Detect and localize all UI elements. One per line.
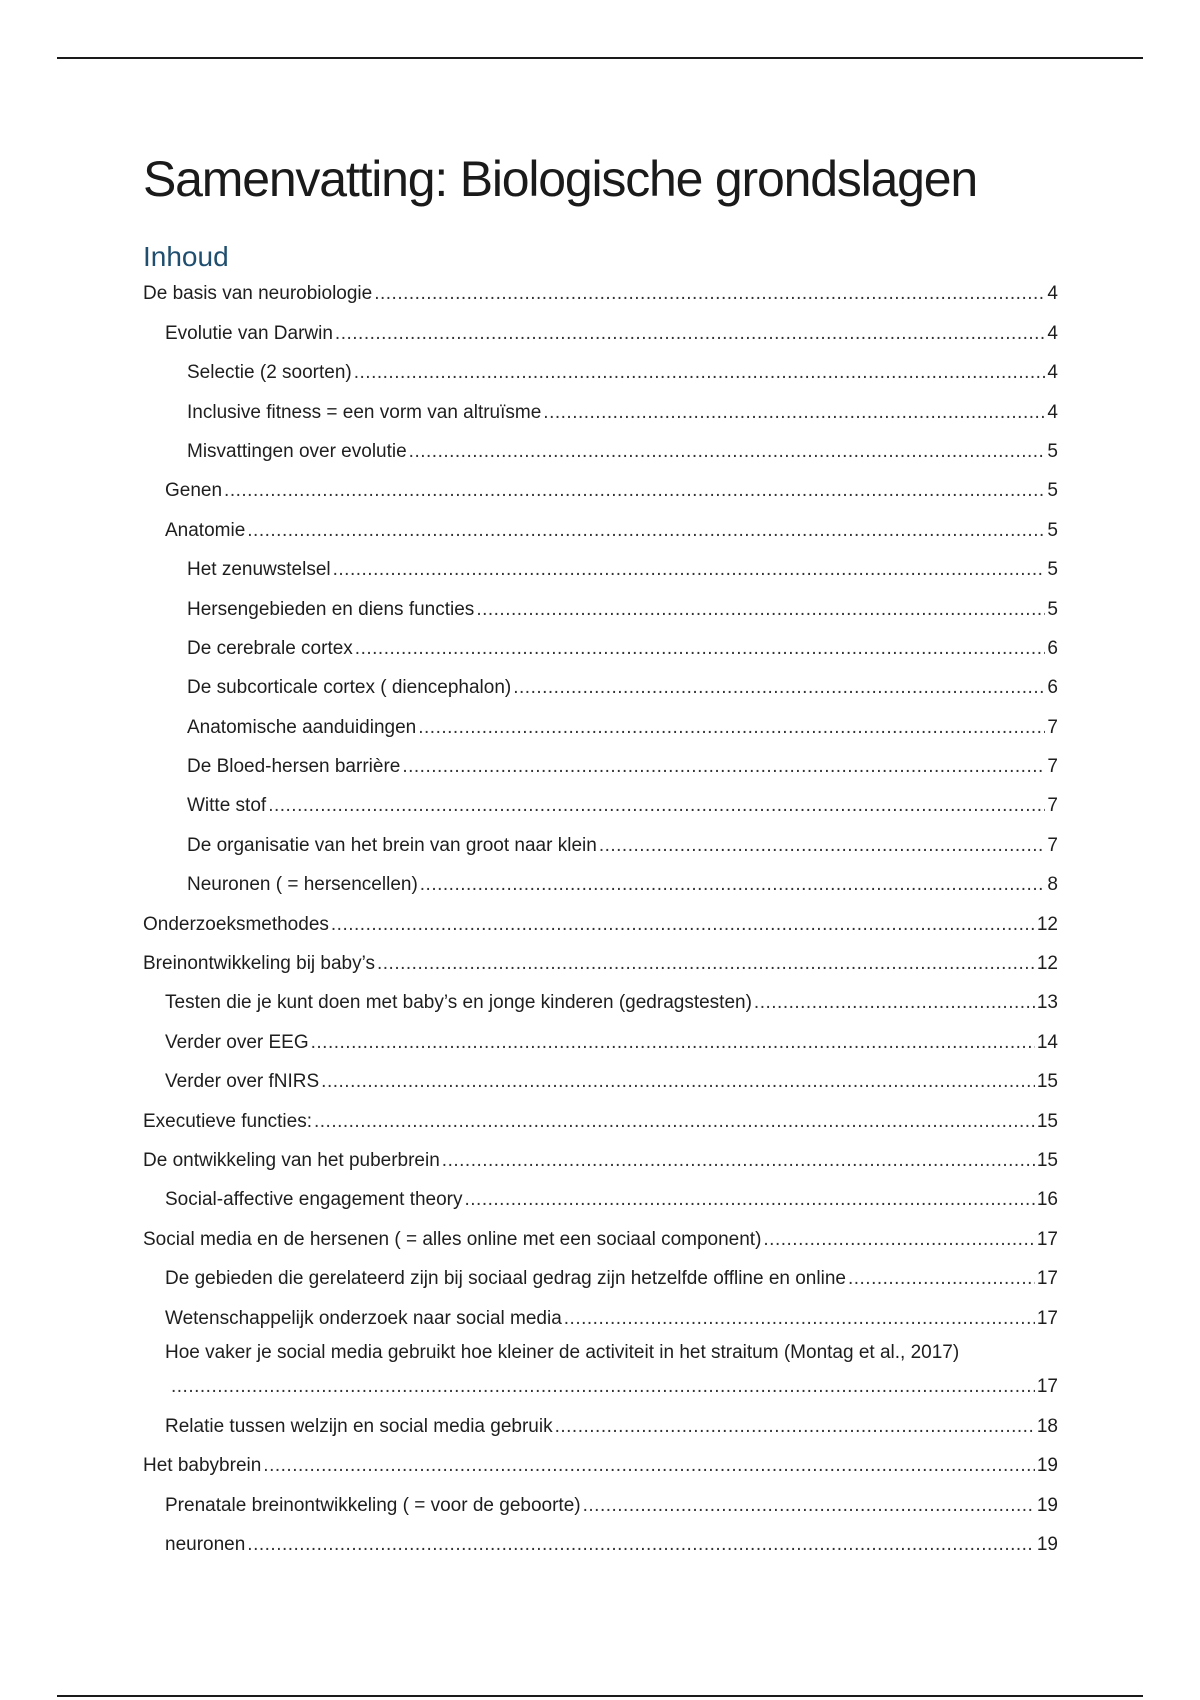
toc-entry-text: Het babybrein [143, 1455, 262, 1477]
toc-entry-text: Social-affective engagement theory [165, 1189, 463, 1211]
toc-dot-leader [754, 992, 1035, 1014]
toc-entry-page: 19 [1036, 1494, 1058, 1516]
document-title: Samenvatting: Biologische grondslagen [143, 151, 977, 207]
toc-dot-leader [848, 1268, 1035, 1290]
toc-entry-page: 15 [1036, 1110, 1058, 1132]
toc-entry[interactable] [143, 1062, 1058, 1101]
toc-entry-page: 4 [1047, 322, 1058, 344]
toc-entry-text: De cerebrale cortex [187, 637, 353, 659]
toc-entry-text: De organisatie van het brein van groot naar klein [187, 834, 597, 856]
toc-dot-leader [599, 835, 1046, 857]
toc-dot-leader [442, 1150, 1035, 1172]
toc-entry-page: 7 [1047, 795, 1058, 817]
toc-entry-page: 5 [1047, 440, 1058, 462]
toc-dot-leader [763, 1229, 1034, 1251]
toc-entry[interactable] [143, 786, 1058, 825]
toc-entry-text: Verder over EEG [165, 1031, 309, 1053]
toc-entry-text: De gebieden die gerelateerd zijn bij sociaal gedrag zijn hetzelfde offline en online [165, 1268, 846, 1290]
toc-dot-leader [402, 756, 1045, 778]
toc-entry[interactable] [143, 1407, 1058, 1446]
toc-entry-page: 19 [1036, 1534, 1058, 1556]
toc-entry-text: Anatomie [165, 519, 246, 541]
toc-entry-text: Witte stof [187, 795, 267, 817]
toc-entry[interactable] [143, 353, 1058, 392]
toc-entry-page: 7 [1047, 756, 1058, 778]
toc-dot-leader [331, 914, 1035, 936]
toc-entry-page: 7 [1047, 716, 1058, 738]
toc-dot-leader [374, 283, 1045, 305]
toc-entry[interactable] [143, 550, 1058, 589]
toc-entry-page: 6 [1047, 677, 1058, 699]
toc-entry-page: 14 [1036, 1031, 1058, 1053]
toc-dot-leader [420, 874, 1046, 896]
toc-dot-leader [354, 362, 1046, 384]
toc-entry[interactable] [143, 392, 1058, 431]
toc-entry[interactable] [143, 1485, 1058, 1524]
toc-entry-text: Testen die je kunt doen met baby’s en jonge kinderen (gedragstesten) [165, 992, 752, 1014]
toc-entry-text: De Bloed-hersen barrière [187, 756, 401, 778]
toc-dot-leader [465, 1189, 1035, 1211]
toc-entry-page: 17 [1036, 1268, 1058, 1290]
toc-entry-page: 15 [1036, 1071, 1058, 1093]
toc-entry-page: 13 [1036, 992, 1058, 1014]
toc-dot-leader [311, 1032, 1035, 1054]
toc-entry-page: 12 [1036, 953, 1058, 975]
toc-entry[interactable] [143, 432, 1058, 471]
toc-entry-page: 5 [1047, 598, 1058, 620]
top-rule [57, 57, 1143, 59]
toc-entry[interactable] [143, 1141, 1058, 1180]
toc-entry-text: Evolutie van Darwin [165, 322, 333, 344]
toc-dot-leader [335, 323, 1046, 345]
toc-dot-leader [555, 1416, 1035, 1438]
toc-entry-text: Verder over fNIRS [165, 1071, 320, 1093]
toc-entry-text: De basis van neurobiologie [143, 283, 373, 305]
toc-entry-text: Genen [165, 480, 223, 502]
toc-entry[interactable] [143, 747, 1058, 786]
toc-entry-page: 8 [1047, 874, 1058, 896]
toc-entry-text: Misvattingen over evolutie [187, 440, 407, 462]
toc-entry-page: 15 [1036, 1149, 1058, 1171]
toc-entry-page: 18 [1036, 1415, 1058, 1437]
toc-entry[interactable] [143, 1101, 1058, 1140]
toc-entry-text: Social media en de hersenen ( = alles online met een sociaal component) [143, 1228, 762, 1250]
toc-entry-page: 12 [1036, 913, 1058, 935]
toc-entry-text: De subcorticale cortex ( diencephalon) [187, 677, 512, 699]
toc-entry-page: 5 [1047, 480, 1058, 502]
toc-entry-text: neuronen [165, 1534, 246, 1556]
toc-entry-text: Executieve functies: [143, 1110, 312, 1132]
toc-entry[interactable] [143, 1180, 1058, 1219]
toc-entry-text: Neuronen ( = hersencellen) [187, 874, 418, 896]
toc-entry[interactable] [143, 944, 1058, 983]
toc-entry-text: Hersengebieden en diens functies [187, 598, 475, 620]
toc-entry-page: 17 [1036, 1307, 1058, 1329]
toc-heading: Inhoud [143, 241, 229, 272]
toc-dot-leader [476, 599, 1045, 621]
toc-entry-leader-row [165, 1368, 1058, 1398]
toc-entry-page: 17 [1036, 1375, 1058, 1397]
toc-entry-page: 4 [1047, 283, 1058, 305]
toc-dot-leader [513, 677, 1045, 699]
toc-dot-leader [263, 1455, 1035, 1477]
toc-entry[interactable] [143, 865, 1058, 904]
toc-entry-page: 4 [1047, 362, 1058, 384]
toc-entry-text: Anatomische aanduidingen [187, 716, 417, 738]
toc-entry-text: Wetenschappelijk onderzoek naar social media [165, 1307, 562, 1329]
toc-dot-leader [268, 795, 1045, 817]
toc-entry[interactable] [143, 471, 1058, 510]
toc-entry[interactable] [143, 510, 1058, 549]
toc-entry-page: 5 [1047, 559, 1058, 581]
toc-dot-leader [247, 1534, 1035, 1556]
toc-entry[interactable] [143, 313, 1058, 352]
toc-entry-page: 5 [1047, 519, 1058, 541]
toc-entry[interactable] [143, 1525, 1058, 1564]
toc-entry-page: 6 [1047, 637, 1058, 659]
toc-entry-text: Hoe vaker je social media gebruikt hoe kleiner de activiteit in het straitum (Montag et al., 2017) [165, 1341, 960, 1363]
toc-entry[interactable] [143, 274, 1058, 313]
toc-dot-leader [224, 480, 1045, 502]
toc-entry[interactable] [143, 983, 1058, 1022]
page-content [143, 148, 1058, 1564]
toc-entry-page: 17 [1036, 1228, 1058, 1250]
toc-entry[interactable] [143, 589, 1058, 628]
toc-dot-leader [583, 1495, 1035, 1517]
toc-entry[interactable] [143, 668, 1058, 707]
toc-dot-leader [409, 441, 1046, 463]
toc-entry-page: 19 [1036, 1455, 1058, 1477]
toc-entry-page: 16 [1036, 1189, 1058, 1211]
toc-entry[interactable] [143, 707, 1058, 746]
toc-entry[interactable] [143, 1446, 1058, 1485]
toc-entry-text: Relatie tussen welzijn en social media gebruik [165, 1415, 553, 1437]
toc-entry-text: De ontwikkeling van het puberbrein [143, 1149, 440, 1171]
toc-entry-text: Selectie (2 soorten) [187, 362, 352, 384]
toc-entry-text: Prenatale breinontwikkeling ( = voor de geboorte) [165, 1494, 581, 1516]
toc-dot-leader [247, 520, 1045, 542]
toc-dot-leader [377, 953, 1035, 975]
bottom-rule [57, 1695, 1143, 1697]
toc-entry[interactable] [143, 1259, 1058, 1298]
toc-dot-leader [355, 638, 1046, 660]
toc-entry-text: Breinontwikkeling bij baby’s [143, 953, 375, 975]
toc-entry-page: 4 [1047, 401, 1058, 423]
toc-entry[interactable] [143, 825, 1058, 864]
toc-dot-leader [564, 1308, 1035, 1330]
toc-entry[interactable] [143, 1219, 1058, 1258]
toc-dot-leader [321, 1071, 1035, 1093]
toc-dot-leader [333, 559, 1046, 581]
toc-dot-leader [314, 1111, 1035, 1133]
toc-entry-text: Het zenuwstelsel [187, 559, 331, 581]
toc-dot-leader [418, 717, 1045, 739]
toc-entry[interactable] [143, 1338, 1058, 1407]
toc-dot-leader [543, 402, 1045, 424]
table-of-contents [143, 274, 1058, 1564]
toc-entry-text: Inclusive fitness = een vorm van altruïsme [187, 401, 542, 423]
toc-entry[interactable] [143, 904, 1058, 943]
toc-dot-leader [171, 1376, 1035, 1398]
toc-entry[interactable] [143, 1022, 1058, 1061]
toc-entry[interactable] [143, 629, 1058, 668]
toc-entry-text: Onderzoeksmethodes [143, 913, 329, 935]
toc-entry-page: 7 [1047, 834, 1058, 856]
toc-entry[interactable] [143, 1298, 1058, 1337]
